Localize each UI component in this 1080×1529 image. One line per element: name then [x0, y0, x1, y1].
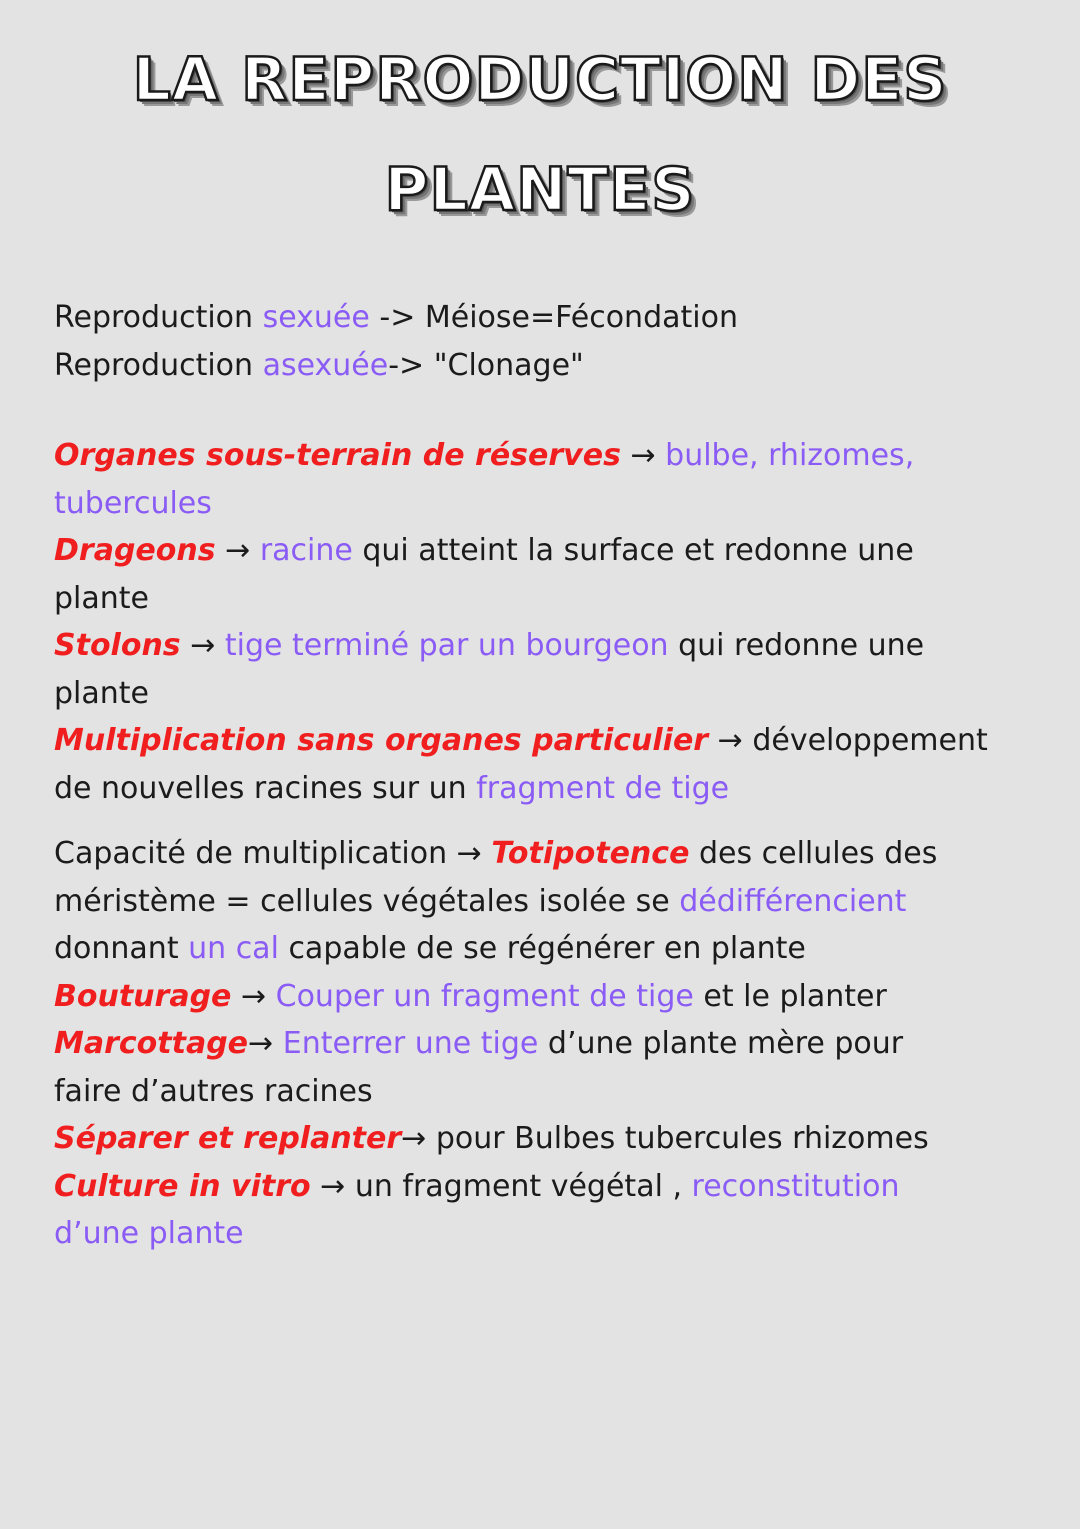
sexual-highlight: sexuée — [262, 300, 370, 335]
arrow-icon: → — [248, 1026, 283, 1061]
separer-keyword: Séparer et replanter — [54, 1121, 402, 1156]
intro-line-sexual: Reproduction sexuée -> Méiose=Fécondation — [54, 300, 738, 335]
culture-keyword: Culture in vitro — [54, 1168, 311, 1204]
page-title-line-2: PLANTES — [384, 155, 696, 225]
culture-entry: Culture in vitro → un fragment végétal , reconstitution — [54, 1168, 900, 1204]
drageons-keyword: Drageons — [54, 533, 216, 568]
arrow-icon: → — [310, 1168, 355, 1204]
organes-entry: Organes sous-terrain de réserves → bulbe, rhizomes, — [54, 438, 915, 473]
arrow-icon: → — [708, 723, 753, 758]
arrow-icon: → — [231, 978, 276, 1014]
bouturage-entry: Bouturage → Couper un fragment de tige et le planter — [54, 978, 887, 1014]
multiplication-techniques-section: Capacité de multiplication → Totipotence des cellules des méristème = cellules végétales isolée se dédifférencient donnant un cal capable de se régénérer en plante Bouturage → Couper un fragment de tige et le planter Marcottage→ Enterrer une tige d’une plante mère pour faire d’autres racines Séparer et replanter→ pour Bulbes tubercules rhizomes Culture in vitro → un fragment végétal , reconstitution d’une plante — [54, 830, 1064, 1258]
separer-entry: Séparer et replanter→ pour Bulbes tubercules rhizomes — [54, 1121, 929, 1156]
multiplication-keyword: Multiplication sans organes particulier — [54, 723, 709, 758]
intro-block — [54, 294, 1064, 389]
arrow-icon: → — [215, 533, 260, 568]
capacite-entry: Capacité de multiplication → Totipotence des cellules des — [54, 836, 938, 871]
drageons-entry: Drageons → racine qui atteint la surface et redonne une — [54, 533, 914, 568]
arrow-icon: → — [401, 1121, 436, 1156]
stolons-keyword: Stolons — [54, 628, 181, 663]
marcottage-entry: Marcottage→ Enterrer une tige d’une plante mère pour — [54, 1026, 904, 1061]
multiplication-entry: Multiplication sans organes particulier → développement — [54, 723, 988, 758]
organes-keyword: Organes sous-terrain de réserves — [54, 438, 621, 473]
bouturage-keyword: Bouturage — [54, 978, 232, 1014]
arrow-icon: → — [620, 438, 666, 473]
arrow-icon: → — [180, 628, 225, 663]
intro-line-asexual: Reproduction asexuée-> "Clonage" — [54, 347, 584, 383]
stolons-entry: Stolons → tige terminé par un bourgeon qui redonne une — [54, 628, 925, 663]
marcottage-keyword: Marcottage — [54, 1026, 249, 1061]
page-title-line-1: LA REPRODUCTION DES — [132, 45, 948, 115]
totipotence-keyword: Totipotence — [491, 836, 690, 871]
asexual-organs-section: Organes sous-terrain de réserves → bulbe, rhizomes, tubercules Drageons → racine qui atteint la surface et redonne une plante Stolons → tige terminé par un bourgeon qui redonne une plante Multiplication sans organes particulier → développement de nouvelles racines sur un fragment de tige — [54, 432, 1064, 812]
asexual-highlight: asexuée — [262, 347, 389, 383]
